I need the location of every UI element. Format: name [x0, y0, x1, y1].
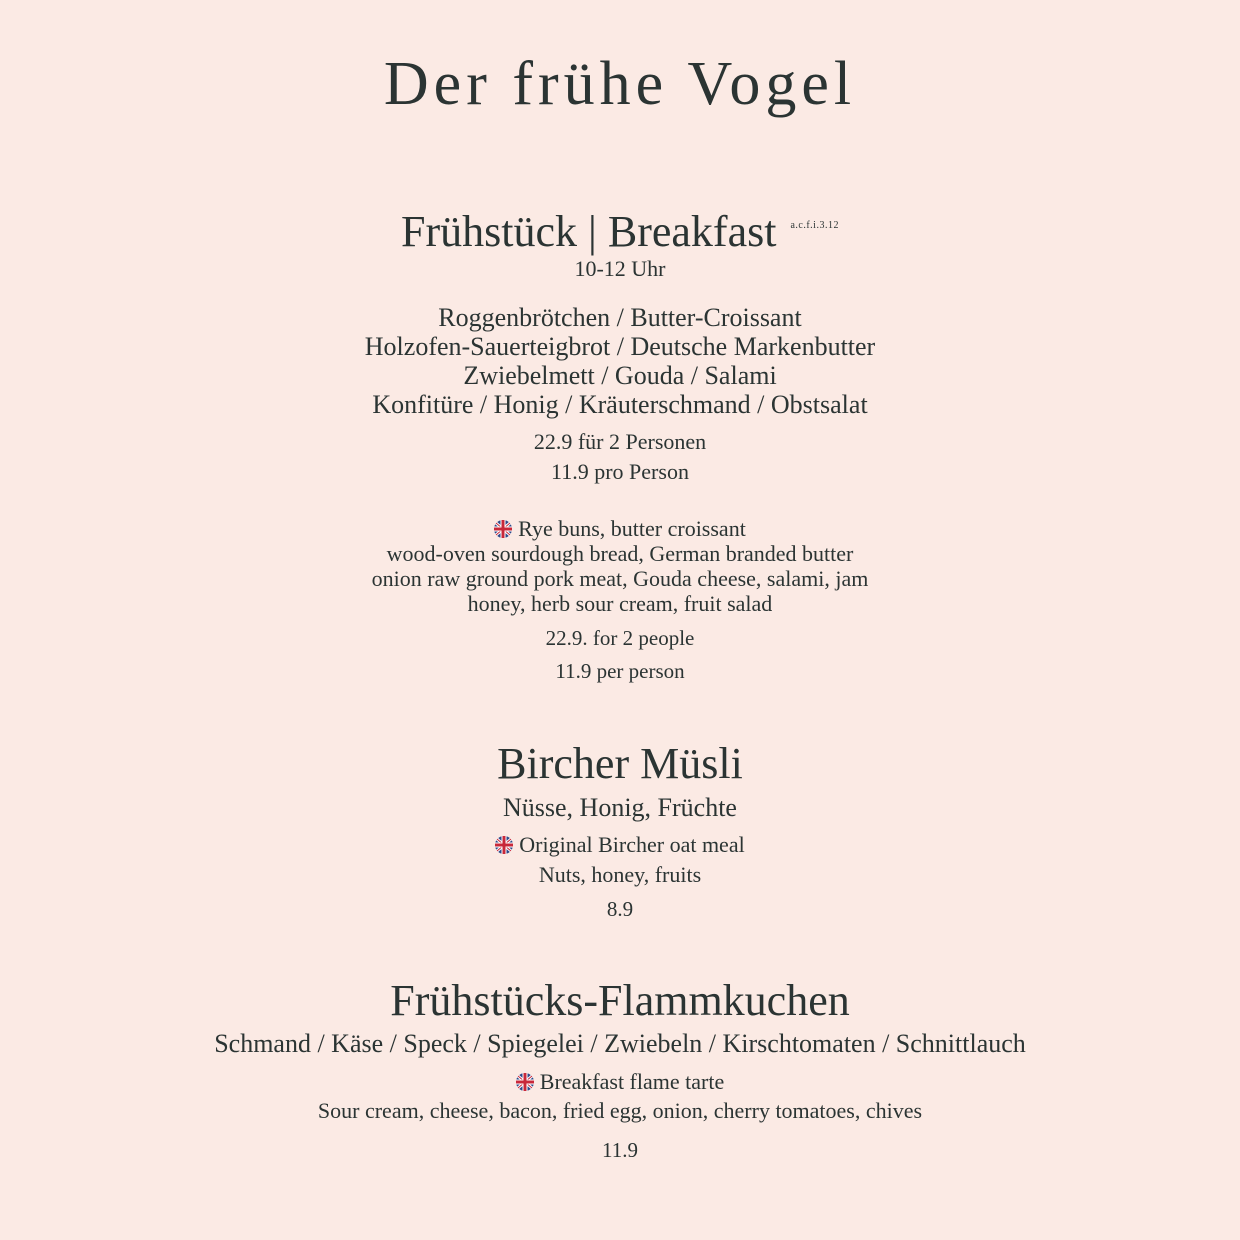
breakfast-en-line: Rye buns, butter croissant: [518, 516, 746, 541]
breakfast-de-line: Zwiebelmett / Gouda / Salami: [463, 361, 777, 390]
breakfast-en-first-line: [0, 516, 1240, 541]
breakfast-de-price-two: 22.9 für 2 Personen: [533, 429, 707, 454]
breakfast-en-price-two: 22.9. for 2 people: [545, 626, 695, 650]
breakfast-de-line: Holzofen-Sauerteigbrot / Deutsche Markenbutter: [364, 332, 876, 361]
flammkuchen-title: Frühstücks-Flammkuchen: [390, 976, 850, 1025]
flammkuchen-en-desc: Sour cream, cheese, bacon, fried egg, onion, cherry tomatoes, chives: [317, 1098, 923, 1123]
breakfast-heading: [0, 200, 1240, 258]
flammkuchen-de-desc: Schmand / Käse / Speck / Spiegelei / Zwiebeln / Kirschtomaten / Schnittlauch: [214, 1029, 1026, 1058]
muesli-en-desc: Nuts, honey, fruits: [538, 862, 702, 887]
page-title: Der frühe Vogel: [383, 50, 857, 118]
uk-flag-icon: [494, 518, 512, 536]
uk-flag-icon: [516, 1071, 534, 1089]
muesli-price: 8.9: [606, 897, 634, 921]
flammkuchen-en-title: Breakfast flame tarte: [539, 1069, 725, 1094]
muesli-de-desc: Nüsse, Honig, Früchte: [503, 793, 737, 822]
flammkuchen-price: 11.9: [602, 1138, 638, 1162]
breakfast-en-line: wood-oven sourdough bread, German branded butter: [386, 541, 854, 566]
breakfast-de-line: Konfitüre / Honig / Kräuterschmand / Obstsalat: [372, 390, 868, 419]
breakfast-en-price-one: 11.9 per person: [555, 659, 685, 683]
breakfast-de-price-one: 11.9 pro Person: [551, 459, 689, 484]
breakfast-en-line: onion raw ground pork meat, Gouda cheese, salami, jam: [371, 566, 869, 591]
muesli-en-title: Original Bircher oat meal: [519, 832, 745, 857]
breakfast-hours: 10-12 Uhr: [574, 256, 666, 281]
uk-flag-icon: [495, 834, 513, 852]
muesli-en-title-line: [0, 832, 1240, 857]
muesli-title: Bircher Müsli: [497, 739, 743, 788]
breakfast-de-line: Roggenbrötchen / Butter-Croissant: [438, 303, 802, 332]
breakfast-en-line: honey, herb sour cream, fruit salad: [467, 591, 773, 616]
flammkuchen-en-title-line: [0, 1069, 1240, 1094]
allergen-codes: a.c.f.i.3.12: [790, 220, 839, 231]
breakfast-title: Frühstück | Breakfast: [401, 207, 777, 256]
